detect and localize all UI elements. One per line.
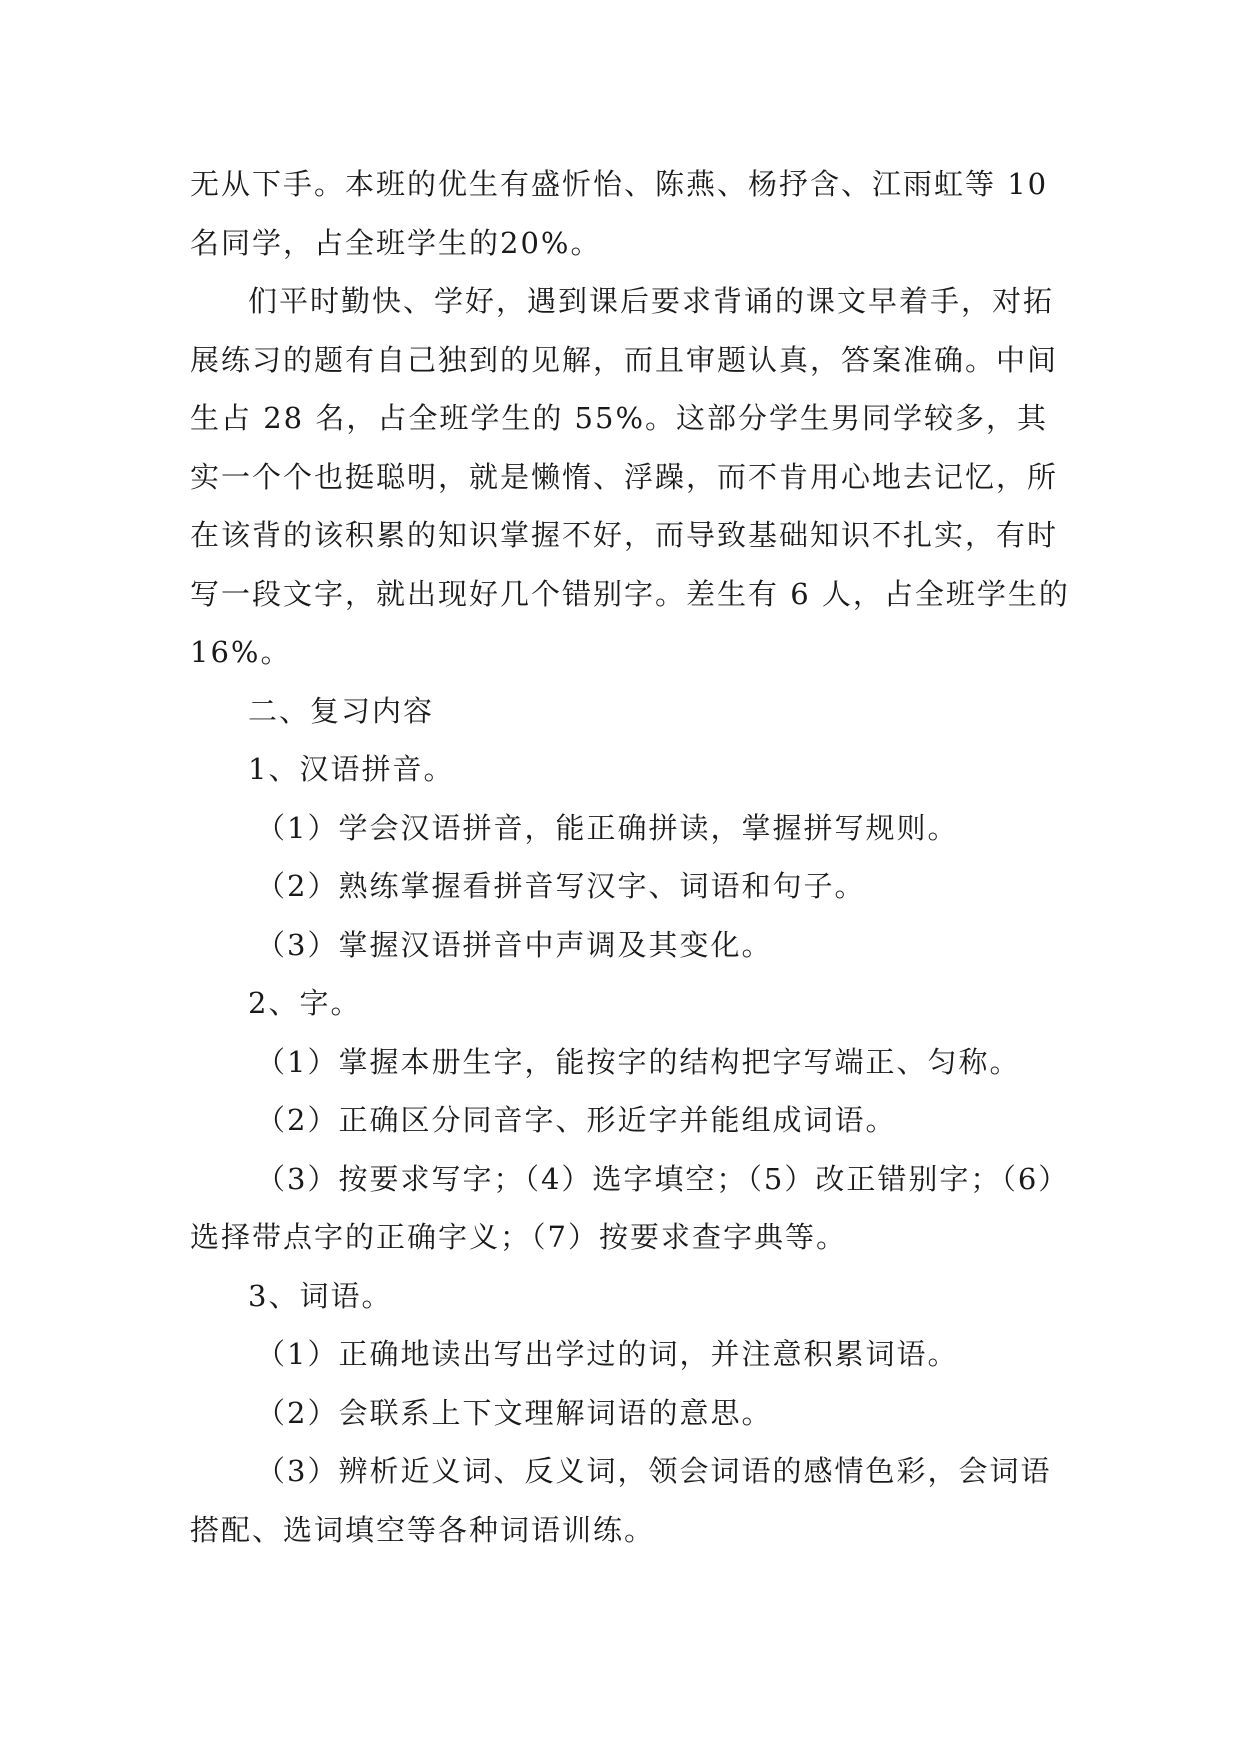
list-item-words-3: （3）辨析近义词、反义词，领会词语的感情色彩，会词语搭配、选词填空等各种词语训练。 (190, 1454, 1052, 1547)
list-item-pinyin-2: （2）熟练掌握看拼音写汉字、词语和句子。 (256, 869, 866, 903)
list-item-words-2: （2）会联系上下文理解词语的意思。 (256, 1395, 773, 1430)
subheading-characters: 2、字。 (248, 986, 362, 1020)
section-heading-review-content: 二、复习内容 (248, 693, 435, 728)
list-item-pinyin-3: （3）掌握汉语拼音中声调及其变化。 (256, 927, 773, 962)
paragraph-student-analysis: 们平时勤快、学好，遇到课后要求背诵的课文早着手，对拓展练习的题有自己独到的见解，而且审题认真，答案准确。中间生占 28 名，占全班学生的 55%。这部分学生男同学较多，其实一个个也挺聪明，就是懒惰、浮躁，而不肯用心地去记忆，所在该背的该积累的知识掌握不好，而导致基础知识不扎实，有时写一段文字，就出现好几个错别字。差生有 6 人，占全班学生的 16%。 (190, 284, 1070, 669)
list-item-characters-2: （2）正确区分同音字、形近字并能组成词语。 (256, 1103, 897, 1137)
list-item-words-1: （1）正确地读出写出学过的词，并注意积累词语。 (256, 1337, 959, 1371)
subheading-pinyin: 1、汉语拼音。 (248, 752, 455, 786)
list-item-characters-1: （1）掌握本册生字，能按字的结构把字写端正、匀称。 (256, 1044, 1021, 1079)
document-body (190, 155, 1070, 1559)
paragraph-class-overview: 无从下手。本班的优生有盛忻怡、陈燕、杨抒含、江雨虹等 10 名同学，占全班学生的20%。 (190, 167, 1049, 260)
subheading-words: 3、词语。 (248, 1278, 393, 1313)
list-item-characters-3: （3）按要求写字；（4）选字填空；（5）改正错别字；（6）选择带点字的正确字义；（7）按要求查字典等。 (190, 1161, 1070, 1254)
list-item-pinyin-1: （1）学会汉语拼音，能正确拼读，掌握拼写规则。 (256, 810, 959, 845)
